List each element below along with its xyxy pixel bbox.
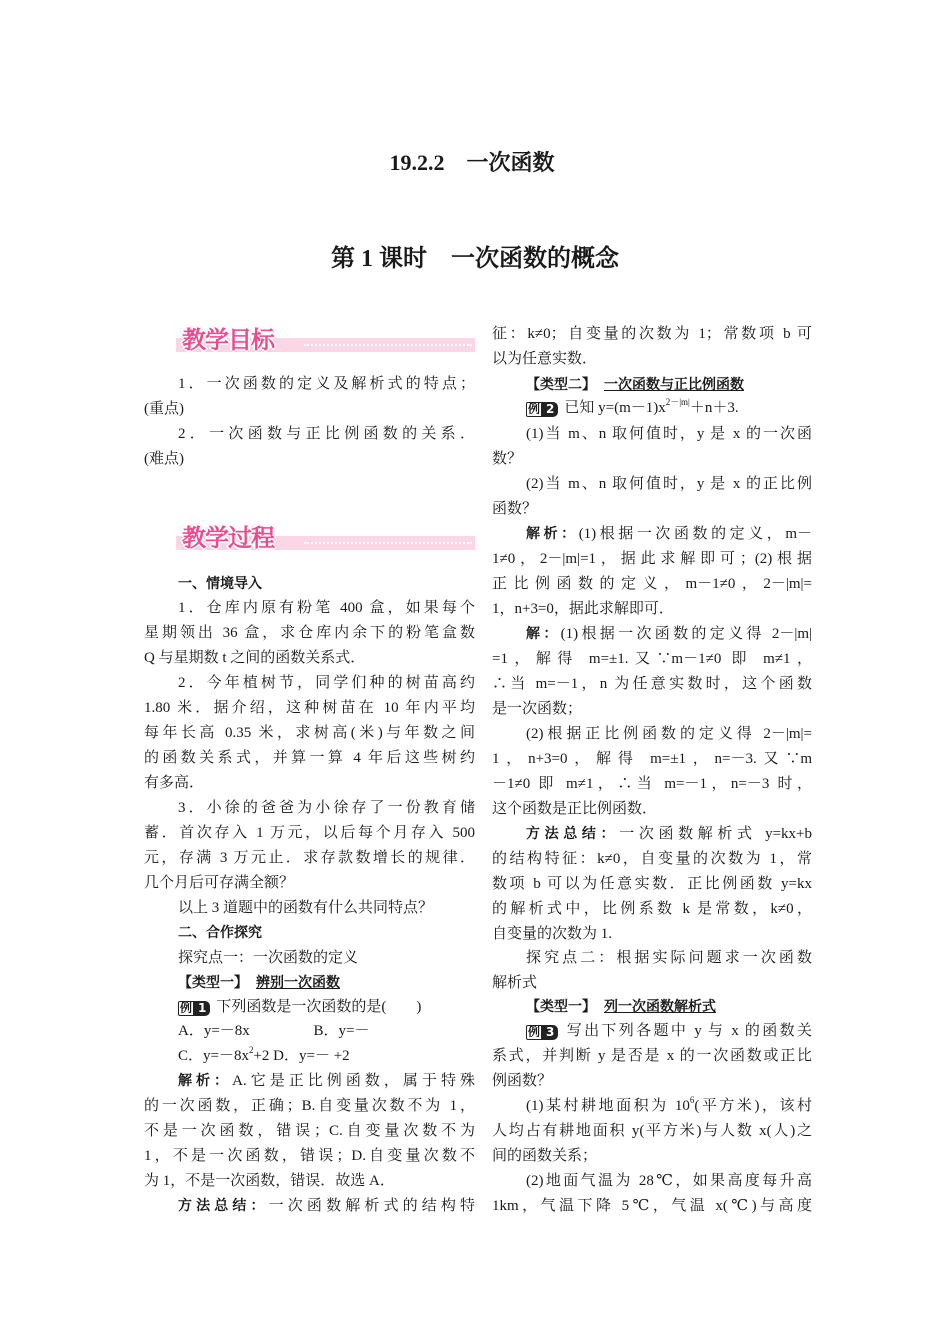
text: 数项 b 可以为任意实数．正比例函数 y=kx [492, 875, 812, 892]
example-number: 1 [194, 1001, 210, 1016]
text-line [492, 597, 812, 622]
text: 1，不是一次函数，错误；D.自变量次数不 [144, 1147, 475, 1164]
text: 以为任意实数． [492, 350, 598, 367]
text-line [144, 1019, 475, 1044]
example-badge [526, 402, 558, 417]
text-line [144, 746, 475, 771]
text-line [144, 871, 475, 896]
text-line [492, 672, 812, 697]
superscript: 6 [689, 1094, 695, 1105]
text-line [492, 897, 812, 922]
text: (1)根据一次函数的定义得 2－|m| [560, 625, 812, 642]
text: －1≠0 即 m≠1，∴当 m=－1，n=－3 时， [492, 775, 812, 792]
text: 例函数？ [492, 1072, 553, 1089]
text: 元，存满 3 万元止．求存款数增长的规律． [144, 849, 475, 866]
text: 的函数关系式，并算一算 4 年后这些树约 [144, 749, 475, 766]
text: 下列函数是一次函数的是( ) [216, 998, 422, 1015]
text-line [144, 721, 475, 746]
text-line [144, 846, 475, 871]
text-line [492, 1044, 812, 1069]
text-line [144, 1169, 475, 1194]
section-header-goals [176, 322, 475, 354]
text-line [492, 522, 812, 547]
text: 正比例函数的定义，m－1≠0，2－|m|= [492, 575, 812, 592]
text-line [492, 422, 812, 447]
bold-label: 二、合作探究 [178, 924, 262, 941]
text: 蓄．首次存入 1 万元，以后每个月存入 500 [144, 824, 475, 841]
example-number: 3 [542, 1025, 558, 1040]
text-line [144, 646, 475, 671]
text-line [492, 1119, 812, 1144]
type-tag: 【类型二】 [526, 376, 596, 393]
text-line [492, 347, 812, 372]
text: 一次函数解析式的结构特 [268, 1197, 475, 1214]
text: 1km，气温下降 5℃，气温 x(℃)与高度 [492, 1197, 812, 1214]
text-line [492, 772, 812, 797]
text: 1，n+3=0，据此求解即可． [492, 600, 674, 617]
text: Q 与星期数 t 之间的函数关系式． [144, 649, 366, 666]
text: (1)某村耕地面积为 10 [526, 1097, 690, 1114]
text: 有多高． [144, 774, 205, 791]
type-tag: 【类型一】 [526, 998, 596, 1015]
text: (2)地面气温为 28℃，如果高度每升高 [526, 1172, 812, 1189]
text-line [144, 1094, 475, 1119]
text: 写出下列各题中 y 与 x 的函数关 [564, 1022, 812, 1039]
text-line [492, 1069, 812, 1094]
text-line [144, 921, 475, 946]
text-line [144, 995, 475, 1020]
text-line [144, 1194, 475, 1219]
text: 的一次函数，正确；B.自变量次数不为 1， [144, 1097, 475, 1114]
text-line [144, 771, 475, 796]
example-label: 例 [528, 401, 541, 416]
text-line [144, 397, 475, 422]
text-line [144, 671, 475, 696]
text-line [492, 1194, 812, 1219]
lesson-title: 第 1 课时 一次函数的概念 [331, 246, 619, 272]
header-text: 教学目标 [182, 326, 274, 354]
text: (1)根据一次函数的定义，m－ [578, 525, 812, 542]
bold-label: 解析： [526, 525, 579, 542]
example-number: 2 [542, 402, 558, 417]
text: 几个月后可存满全额？ [144, 874, 295, 891]
text: (1)当 m、n 取何值时，y 是 x 的一次函 [526, 425, 812, 442]
text: 征：k≠0；自变量的次数为 1；常数项 b 可 [492, 325, 812, 342]
text: 的解析式中，比例系数 k 是常数，k≠0， [492, 900, 812, 917]
text: 探究点一：一次函数的定义 [178, 949, 359, 966]
example-badge [526, 1025, 558, 1040]
text: (难点) [144, 450, 184, 467]
example-badge [178, 1001, 210, 1016]
text: 人均占有耕地面积 y(平方米)与人数 x(人)之 [492, 1122, 812, 1139]
example-label: 例 [528, 1024, 541, 1039]
text: (平方米)，该村 [694, 1097, 812, 1114]
text: =1，解得 m=±1.又∵m－1≠0 即 m≠1， [492, 650, 812, 667]
bold-label: 一、情境导入 [178, 575, 262, 592]
text-line [144, 596, 475, 621]
text-line [492, 971, 812, 996]
text: 星期领出 36 盒，求仓库内余下的粉笔盒数 [144, 624, 475, 641]
text: 自变量的次数为 1. [492, 925, 613, 942]
text: 为 1，不是一次函数，错误．故选 A． [144, 1172, 395, 1189]
bold-label: 解析： [178, 1072, 233, 1089]
text: 每年长高 0.35 米，求树高(米)与年数之间 [144, 724, 475, 741]
header-dots [304, 542, 472, 544]
text-line [492, 922, 812, 947]
text-line [492, 697, 812, 722]
text: 1.80 米．据介绍，这种树苗在 10 年内平均 [144, 699, 475, 716]
text-line [144, 821, 475, 846]
type-title: 列一次函数解析式 [604, 998, 716, 1015]
text: +2 D．y=－ +2 [253, 1047, 350, 1064]
text-line [144, 1144, 475, 1169]
text: A．y=－8x B．y=－ [178, 1022, 370, 1039]
text-line [144, 447, 475, 472]
text: 不是一次函数，错误；C.自变量次数不为 [144, 1122, 475, 1139]
text-line [492, 447, 812, 472]
text-line [492, 1144, 812, 1169]
section-title: 19.2.2 一次函数 [389, 150, 555, 175]
text: (重点) [144, 400, 184, 417]
text-line [492, 1019, 812, 1044]
text-line [492, 1169, 812, 1194]
text: 1，n+3=0，解得 m=±1，n=－3.又∵m [492, 750, 812, 767]
header-dots [304, 344, 472, 346]
text: 1．仓库内原有粉笔 400 盒，如果每个 [178, 599, 475, 616]
text-line [144, 1119, 475, 1144]
text-line [144, 1069, 475, 1094]
text-line [144, 572, 475, 597]
superscript: 2 [248, 1044, 254, 1055]
text-line [492, 722, 812, 747]
text: 1．一次函数的定义及解析式的特点； [178, 375, 475, 392]
text: 解析式 [492, 974, 538, 991]
text-line [492, 995, 812, 1020]
text: ＋n＋3. [689, 399, 739, 416]
text-line [144, 422, 475, 447]
text-line [492, 946, 812, 971]
bold-label: 方法总结： [178, 1197, 269, 1214]
text: ∴当 m=－1，n 为任意实数时，这个函数 [492, 675, 812, 692]
text: 1≠0，2－|m|=1，据此求解即可；(2)根据 [492, 550, 812, 567]
example-label: 例 [180, 1000, 193, 1015]
type-tag: 【类型一】 [178, 974, 248, 991]
text-line [144, 796, 475, 821]
text: 是一次函数； [492, 700, 583, 717]
text: 已知 y=(m－1)x [564, 399, 666, 416]
text-line [492, 572, 812, 597]
text-line [144, 372, 475, 397]
text: (2)根据正比例函数的定义得 2－|m|= [526, 725, 812, 742]
bold-label: 方法总结： [526, 825, 620, 842]
text-line [492, 747, 812, 772]
bold-label: 解： [526, 625, 561, 642]
text: 3．小徐的爸爸为小徐存了一份教育储 [178, 799, 475, 816]
text: 这个函数是正比例函数． [492, 800, 658, 817]
section-header-process [176, 520, 475, 552]
text-line [492, 622, 812, 647]
type-title: 辨别一次函数 [256, 974, 340, 991]
text-line [492, 547, 812, 572]
text-line [492, 322, 812, 347]
text-line [144, 946, 475, 971]
text-line [144, 1044, 475, 1069]
text: (2)当 m、n 取何值时，y 是 x 的正比例 [526, 475, 812, 492]
text-line [492, 872, 812, 897]
header-text: 教学过程 [182, 524, 274, 552]
text: 的结构特征：k≠0，自变量的次数为 1，常 [492, 850, 812, 867]
text: A.它是正比例函数，属于特殊 [232, 1072, 476, 1089]
text: 数？ [492, 450, 523, 467]
text-line [492, 1094, 812, 1119]
text-line [492, 647, 812, 672]
text-line [492, 472, 812, 497]
text-line [492, 396, 812, 421]
text: 2．今年植树节，同学们种的树苗高约 [178, 674, 475, 691]
text: 间的函数关系； [492, 1147, 598, 1164]
type-title: 一次函数与正比例函数 [604, 376, 744, 393]
text-line [144, 621, 475, 646]
text-line [144, 896, 475, 921]
text-line [492, 373, 812, 398]
text: 以上 3 道题中的函数有什么共同特点？ [178, 899, 434, 916]
text: 函数？ [492, 500, 538, 517]
text-line [144, 696, 475, 721]
text-line [144, 971, 475, 996]
text: 2．一次函数与正比例函数的关系． [178, 425, 475, 442]
text-line [492, 847, 812, 872]
text: 系式，并判断 y 是否是 x 的一次函数或正比 [492, 1047, 812, 1064]
text-line [492, 822, 812, 847]
text-line [492, 797, 812, 822]
text: 探究点二：根据实际问题求一次函数 [526, 949, 812, 966]
text-line [492, 497, 812, 522]
text: C．y=－8x [178, 1047, 249, 1064]
text: 一次函数解析式 y=kx+b [619, 825, 812, 842]
superscript: 2－|m| [665, 396, 690, 407]
